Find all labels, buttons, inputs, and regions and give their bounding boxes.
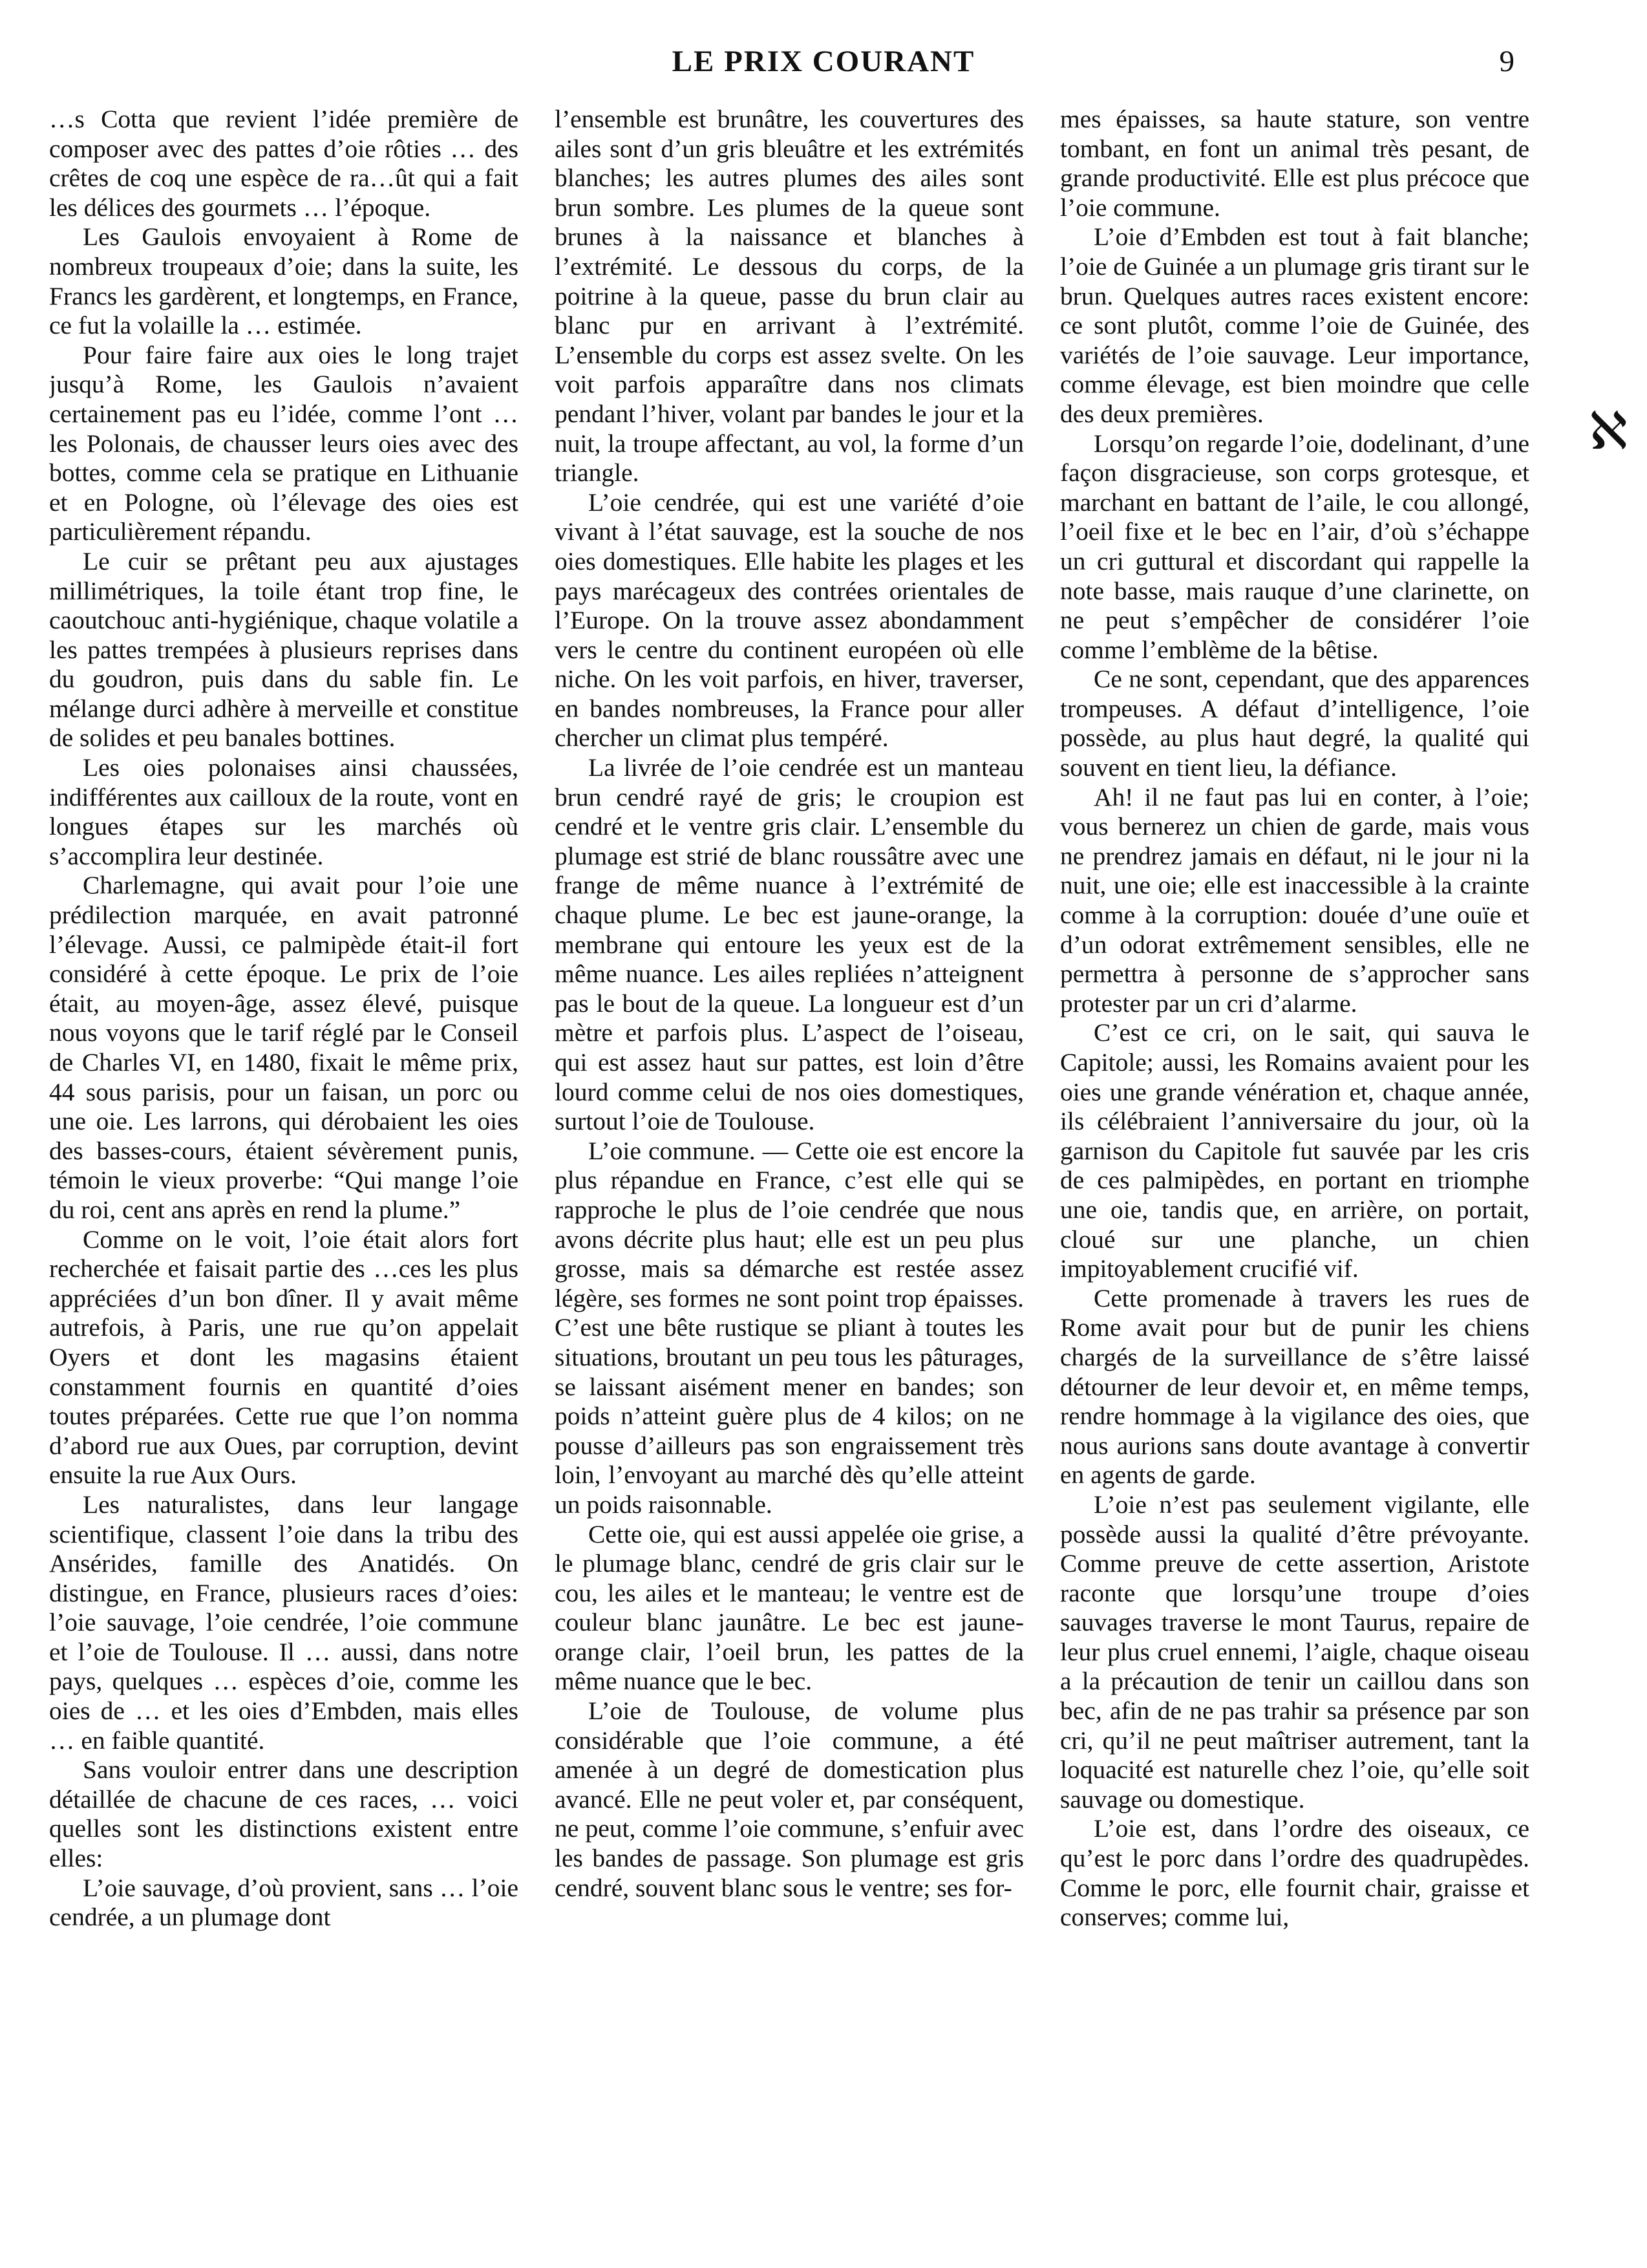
column-3	[1060, 105, 1529, 2258]
paragraph: Sans vouloir entrer dans une description détaillée de chacune de ces races, … voici quelles sont les distinctions existent entre elles:	[49, 1755, 518, 1873]
journal-title: LE PRIX COURANT	[672, 45, 975, 78]
paragraph: mes épaisses, sa haute stature, son ventre tombant, en font un animal très pesant, de grande productivité. Elle est plus précoce que l’oie commune.	[1060, 105, 1529, 222]
paragraph: Lorsqu’on regarde l’oie, dodelinant, d’une façon disgracieuse, son corps grotesque, et marchant en battant de l’aile, le cou allongé, l’oeil fixe et le bec en l’air, d’où s’échappe un cri guttural et discordant qui rappelle la note basse, mais rauque d’une clarinette, on ne peut s’empêcher de considérer l’oie comme l’emblème de la bêtise.	[1060, 429, 1529, 664]
paragraph: Charlemagne, qui avait pour l’oie une prédilection marquée, en avait patronné l’élevage. Aussi, ce palmipède était-il fort considéré à cette époque. Le prix de l’oie était, au moyen-âge, assez élevé, puisque nous voyons que le tarif réglé par le Conseil de Charles VI, en 1480, fixait le même prix, 44 sous parisis, pour un faisan, un porc ou une oie. Les larrons, qui dérobaient les oies des basses-cours, étaient sévèrement punis, témoin le vieux proverbe: “Qui mange l’oie du roi, cent ans après en rend la plume.”	[49, 871, 518, 1224]
paragraph: L’oie de Toulouse, de volume plus considérable que l’oie commune, a été amenée à un degré de domestication plus avancé. Elle ne peut voler et, par conséquent, ne peut, comme l’oie commune, s’enfuir avec les bandes de passage. Son plumage est gris cendré, souvent blanc sous le ventre; ses for-	[555, 1696, 1024, 1902]
margin-annotation: ℵ	[1589, 401, 1628, 461]
paragraph: Les naturalistes, dans leur langage scientifique, classent l’oie dans la tribu des Ansérides, famille des Anatidés. On distingue, en France, plusieurs races d’oies: l’oie sauvage, l’oie cendrée, l’oie commune et l’oie de Toulouse. Il … aussi, dans notre pays, quelques … espèces d’oie, comme les oies de … et les oies d’Embden, mais elles … en faible quantité.	[49, 1490, 518, 1755]
paragraph: …s Cotta que revient l’idée première de composer avec des pattes d’oie rôties … des crêtes de coq une espèce de ra…ût qui a fait les délices des gourmets … l’époque.	[49, 105, 518, 222]
paragraph: Ce ne sont, cependant, que des apparences trompeuses. A défaut d’intelligence, l’oie possède, au plus haut degré, la qualité qui souvent en tient lieu, la défiance.	[1060, 665, 1529, 782]
column-1	[49, 105, 518, 2258]
page-number: 9	[1499, 45, 1514, 78]
paragraph: Cette oie, qui est aussi appelée oie grise, a le plumage blanc, cendré de gris clair sur le cou, les ailes et le manteau; le ventre est de couleur blanc jaunâtre. Le bec est jaune-orange clair, l’oeil brun, les pattes de la même nuance que le bec.	[555, 1519, 1024, 1696]
paragraph: Les Gaulois envoyaient à Rome de nombreux troupeaux d’oie; dans la suite, les Francs les gardèrent, et longtemps, en France, ce fut la volaille la … estimée.	[49, 222, 518, 340]
paragraph: Le cuir se prêtant peu aux ajustages millimétriques, la toile étant trop fine, le caoutchouc anti-hygiénique, chaque volatile a les pattes trempées à plusieurs reprises dans du goudron, puis dans du sable fin. Le mélange durci adhère à merveille et constitue de solides et peu banales bottines.	[49, 546, 518, 753]
paragraph: Pour faire faire aux oies le long trajet jusqu’à Rome, les Gaulois n’avaient certainement pas eu l’idée, comme l’ont … les Polonais, de chausser leurs oies avec des bottes, comme cela se pratique en Lithuanie et en Pologne, où l’élevage des oies est particulièrement répandu.	[49, 340, 518, 546]
page-header	[0, 39, 1647, 91]
paragraph: Ah! il ne faut pas lui en conter, à l’oie; vous bernerez un chien de garde, mais vous ne prendrez jamais en défaut, ni le jour ni la nuit, une oie; elle est inaccessible à la crainte comme à la corruption: douée d’une ouïe et d’un odorat extrêmement sensibles, elle ne permettra à personne de s’approcher sans protester par un cri d’alarme.	[1060, 782, 1529, 1018]
paragraph: L’oie n’est pas seulement vigilante, elle possède aussi la qualité d’être prévoyante. Comme preuve de cette assertion, Aristote raconte que lorsqu’une troupe d’oies sauvages traverse le mont Taurus, repaire de leur plus cruel ennemi, l’aigle, chaque oiseau a la précaution de tenir un caillou dans son bec, afin de ne pas trahir sa présence par son cri, qu’il ne peut maîtriser autrement, tant la loquacité est naturelle chez l’oie, qu’elle soit sauvage ou domestique.	[1060, 1490, 1529, 1813]
paragraph: C’est ce cri, on le sait, qui sauva le Capitole; aussi, les Romains avaient pour les oies une grande vénération et, chaque année, ils célébraient l’anniversaire du jour, où la garnison du Capitole fut sauvée par les cris de ces palmipèdes, en portant en triomphe une oie, tandis que, en arrière, on portait, cloué sur une planche, un chien impitoyablement crucifié vif.	[1060, 1018, 1529, 1283]
column-2	[555, 105, 1024, 2258]
paragraph: l’ensemble est brunâtre, les couvertures des ailes sont d’un gris bleuâtre et les extrémités blanches; les autres plumes des ailes sont brun sombre. Les plumes de la queue sont brunes à la naissance et blanches à l’extrémité. Le dessous du corps, de la poitrine à la queue, passe du brun clair au blanc pur en arrivant à l’extrémité. L’ensemble du corps est assez svelte. On les voit parfois apparaître dans nos climats pendant l’hiver, volant par bandes le jour et la nuit, la troupe affectant, au vol, la forme d’un triangle.	[555, 105, 1024, 487]
paragraph: La livrée de l’oie cendrée est un manteau brun cendré rayé de gris; le croupion est cendré et le ventre gris clair. L’ensemble du plumage est strié de blanc roussâtre avec une frange de même nuance à l’extrémité de chaque plume. Le bec est jaune-orange, la membrane qui entoure les yeux est de la même nuance. Les ailes repliées n’atteignent pas le bout de la queue. La longueur est d’un mètre et parfois plus. L’aspect de l’oiseau, qui est assez haut sur pattes, est loin d’être lourd comme celui de nos oies domestiques, surtout l’oie de Toulouse.	[555, 753, 1024, 1136]
paragraph: L’oie est, dans l’ordre des oiseaux, ce qu’est le porc dans l’ordre des quadrupèdes. Comme le porc, elle fournit chair, graisse et conserves; comme lui,	[1060, 1814, 1529, 1932]
paragraph: Comme on le voit, l’oie était alors fort recherchée et faisait partie des …ces les plus appréciées d’un bon dîner. Il y avait même autrefois, à Paris, une rue qu’on appelait Oyers et dont les magasins étaient constamment fournis en quantité d’oies toutes préparées. Cette rue que l’on nomma d’abord rue aux Oues, par corruption, devint ensuite la rue Aux Ours.	[49, 1225, 518, 1490]
paragraph: Cette promenade à travers les rues de Rome avait pour but de punir les chiens chargés de la surveillance de s’être laissé détourner de leur devoir et, en même temps, rendre hommage à la vigilance des oies, que nous aurions sans doute avantage à convertir en agents de garde.	[1060, 1283, 1529, 1490]
paragraph: L’oie commune. — Cette oie est encore la plus répandue en France, c’est elle qui se rapproche le plus de l’oie cendrée que nous avons décrite plus haut; elle est un peu plus grosse, mais sa démarche est restée assez légère, ses formes ne sont point trop épaisses. C’est une bête rustique se pliant à toutes les situations, broutant un peu tous les pâturages, se laissant aisément mener en bandes; son poids n’atteint guère plus de 4 kilos; on ne pousse d’ailleurs pas son engraissement très loin, l’envoyant au marché dès qu’elle atteint un poids raisonnable.	[555, 1136, 1024, 1519]
paragraph: L’oie sauvage, d’où provient, sans … l’oie cendrée, a un plumage dont	[49, 1873, 518, 1932]
paragraph: L’oie d’Embden est tout à fait blanche; l’oie de Guinée a un plumage gris tirant sur le brun. Quelques autres races existent encore: ce sont plutôt, comme l’oie de Guinée, des variétés de l’oie sauvage. Leur importance, comme élevage, est bien moindre que celle des deux premières.	[1060, 222, 1529, 428]
paragraph: L’oie cendrée, qui est une variété d’oie vivant à l’état sauvage, est la souche de nos oies domestiques. Elle habite les plages et les pays marécageux des contrées orientales de l’Europe. On la trouve assez abondamment vers le centre du continent européen où elle niche. On les voit parfois, en hiver, traverser, en bandes nombreuses, la France pour aller chercher un climat plus tempéré.	[555, 487, 1024, 753]
article-body	[49, 105, 1529, 2258]
paragraph: Les oies polonaises ainsi chaussées, indifférentes aux cailloux de la route, vont en longues étapes sur les marchés où s’accomplira leur destinée.	[49, 753, 518, 870]
